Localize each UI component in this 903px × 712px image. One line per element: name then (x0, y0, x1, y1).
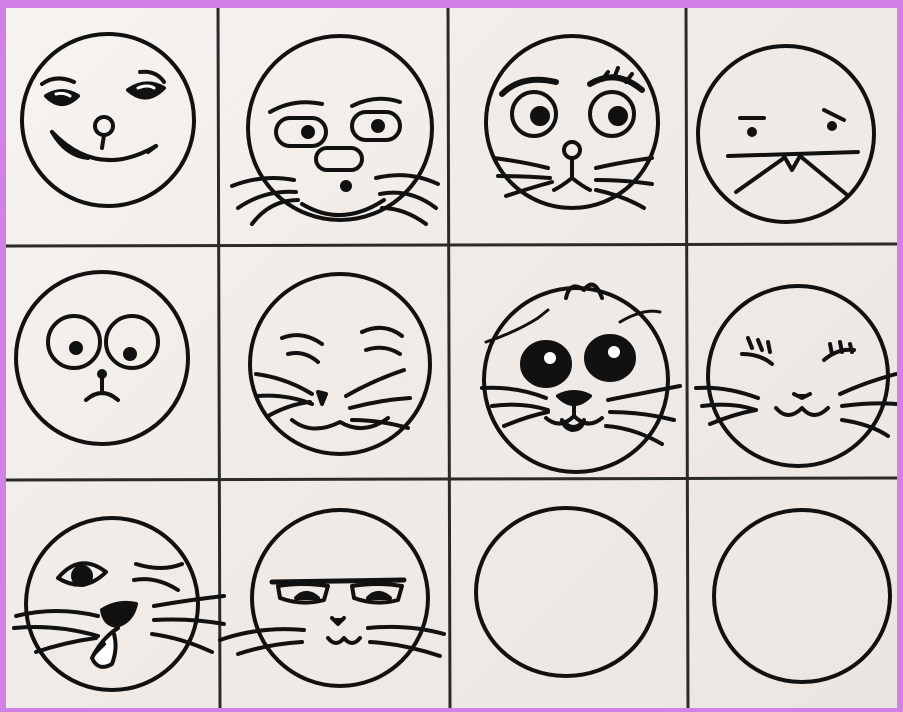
face-grid-drawing (6, 8, 897, 708)
wide-eyed-worried-face-icon (486, 36, 658, 208)
happy-closed-eyes-cat-face-icon (696, 286, 896, 466)
spotted-cat-tongue-face-icon (482, 285, 680, 472)
winking-tongue-cat-face-icon (14, 518, 224, 690)
blank-circle-icon (476, 508, 656, 676)
smirk-face-icon (22, 34, 194, 206)
surprised-frown-face-icon (16, 272, 188, 444)
sad-eyebrows-face-icon (698, 46, 874, 222)
whiskered-smile-face-icon (232, 36, 438, 224)
blank-circle-icon (714, 510, 890, 682)
sly-smile-cat-face-icon (250, 274, 430, 454)
sleepy-eyes-cat-face-icon (220, 510, 444, 686)
drawing-sheet (6, 8, 897, 708)
